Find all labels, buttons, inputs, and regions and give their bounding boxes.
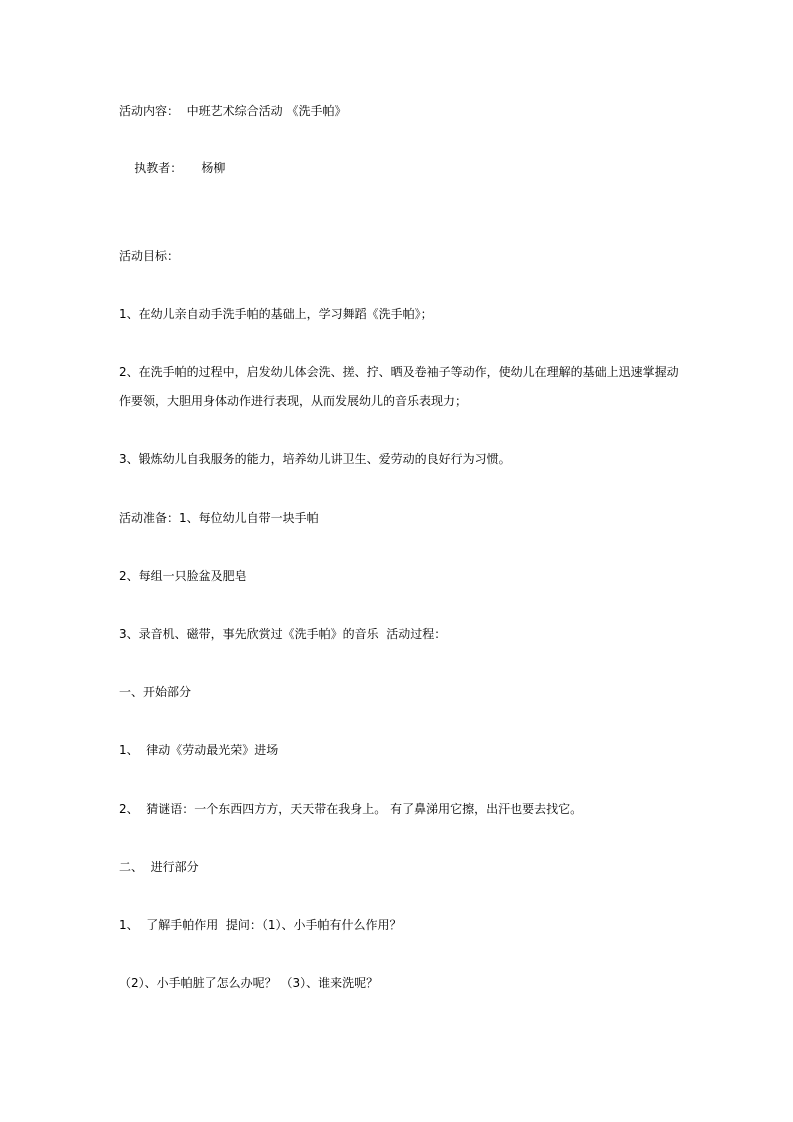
progress-questions: （2）、小手帕脏了怎么办呢？ （3）、谁来洗呢？ bbox=[119, 976, 379, 990]
preparation-1: 活动准备：1、每位幼儿自带一块手帕 bbox=[119, 511, 319, 525]
goal-1: 1、在幼儿亲自动手洗手帕的基础上，学习舞蹈《洗手帕》； bbox=[119, 307, 433, 321]
activity-content-line: 活动内容： 中班艺术综合活动 《洗手帕》 bbox=[119, 104, 347, 118]
goal-2-line-2: 作要领，大胆用身体动作进行表现，从而发展幼儿的音乐表现力； bbox=[119, 394, 468, 408]
preparation-3: 3、录音机、磁带，事先欣赏过《洗手帕》的音乐 活动过程： bbox=[119, 627, 447, 641]
goals-heading: 活动目标： bbox=[119, 249, 180, 263]
teacher-line: 执教者： 杨柳 bbox=[119, 161, 226, 175]
progress-step-1: 1、 了解手帕作用 提问：（1）、小手帕有什么作用？ bbox=[119, 918, 402, 932]
preparation-2: 2、每组一只脸盆及肥皂 bbox=[119, 569, 247, 583]
goal-3: 3、锻炼幼儿自我服务的能力，培养幼儿讲卫生、爱劳动的良好行为习惯。 bbox=[119, 452, 511, 466]
step-1: 1、 律动《劳动最光荣》进场 bbox=[119, 743, 279, 757]
section-start-heading: 一、开始部分 bbox=[119, 685, 192, 699]
goal-2-line-1: 2、在洗手帕的过程中，启发幼儿体会洗、搓、拧、晒及卷袖子等动作，使幼儿在理解的基础上迅速掌握动 bbox=[119, 365, 679, 379]
section-progress-heading: 二、 进行部分 bbox=[119, 860, 199, 874]
step-2: 2、 猜谜语：一个东西四方方，天天带在我身上。 有了鼻涕用它擦，出汗也要去找它。 bbox=[119, 802, 583, 816]
